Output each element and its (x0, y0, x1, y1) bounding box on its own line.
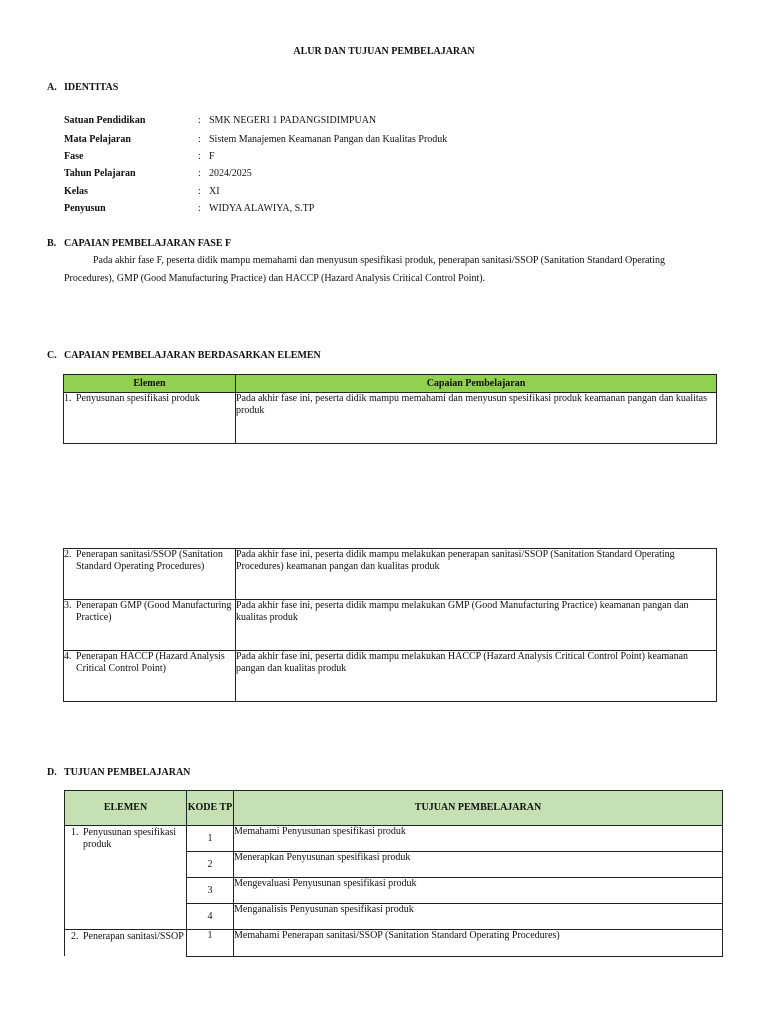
elemen-text: Penyusunan spesifikasi produk (76, 393, 200, 404)
elemen-cell (65, 930, 187, 957)
kode-tp-cell: 1 (187, 930, 234, 957)
section-a-title: IDENTITAS (64, 82, 119, 93)
row-number: 3. (64, 600, 72, 611)
section-b-paragraph (64, 252, 716, 288)
table-row (64, 651, 717, 702)
identity-row (64, 134, 584, 148)
identity-row (64, 186, 584, 200)
capaian-cell: Pada akhir fase ini, peserta didik mampu melakukan HACCP (Hazard Analysis Critical Control Point) keamanan pangan dan kualitas produk (236, 651, 717, 702)
row-number: 2. (64, 549, 72, 560)
table-row (65, 826, 723, 852)
identity-colon: : (198, 186, 201, 197)
row-number: 4. (64, 651, 72, 662)
tujuan-table (64, 790, 723, 957)
section-b-paragraph-text: Pada akhir fase F, peserta didik mampu memahami dan menyusun spesifikasi produk, penerapan sanitasi/SSOP (Sanitation Standard Operating Procedures), GMP (Good Manufacturing Practice) dan HACCP (Hazard Analysis Critical Control Point). (64, 255, 666, 284)
capaian-cell: Pada akhir fase ini, peserta didik mampu melakukan GMP (Good Manufacturing Practice) keamanan pangan dan kualitas produk (236, 600, 717, 651)
col-header-elemen: ELEMEN (65, 791, 187, 826)
elemen-text: Penyusunan spesifikasi produk (83, 827, 177, 850)
elemen-text: Penerapan sanitasi/SSOP (Sanitation Standard Operating Procedures) (76, 549, 223, 572)
identity-value: F (209, 151, 215, 162)
identity-value: 2024/2025 (209, 168, 252, 179)
capaian-table-page-2 (63, 548, 717, 702)
identity-label: Kelas (64, 186, 88, 197)
identity-label: Satuan Pendidikan (64, 115, 146, 126)
kode-tp-cell: 3 (187, 878, 234, 904)
capaian-cell: Pada akhir fase ini, peserta didik mampu memahami dan menyusun spesifikasi produk keamanan pangan dan kualitas produk (236, 393, 717, 444)
elemen-text: Penerapan sanitasi/SSOP (83, 931, 184, 942)
col-header-capaian: Capaian Pembelajaran (236, 375, 717, 393)
table-row (65, 930, 723, 957)
tujuan-cell: Memahami Penyusunan spesifikasi produk (234, 826, 723, 852)
identity-label: Mata Pelajaran (64, 134, 131, 145)
kode-tp-cell: 2 (187, 852, 234, 878)
capaian-table-header (64, 375, 717, 393)
identity-colon: : (198, 151, 201, 162)
identity-colon: : (198, 115, 201, 126)
row-number: 2. (71, 931, 79, 942)
tujuan-cell: Menerapkan Penyusunan spesifikasi produk (234, 852, 723, 878)
identity-colon: : (198, 134, 201, 145)
table-row (64, 393, 717, 444)
identity-row (64, 151, 584, 165)
elemen-cell (64, 600, 236, 651)
row-number: 1. (64, 393, 72, 404)
section-c-letter: C. (47, 350, 57, 361)
identity-value: XI (209, 186, 220, 197)
elemen-text: Penerapan HACCP (Hazard Analysis Critical Control Point) (76, 651, 225, 674)
identity-colon: : (198, 168, 201, 179)
tujuan-cell: Mengevaluasi Penyusunan spesifikasi produk (234, 878, 723, 904)
identity-row (64, 168, 584, 182)
identity-value: SMK NEGERI 1 PADANGSIDIMPUAN (209, 115, 377, 126)
section-b-title: CAPAIAN PEMBELAJARAN FASE F (64, 238, 232, 249)
elemen-cell (65, 826, 187, 930)
identity-value: Sistem Manajemen Keamanan Pangan dan Kualitas Produk (209, 134, 448, 145)
tujuan-cell: Memahami Penerapan sanitasi/SSOP (Sanitation Standard Operating Procedures) (234, 930, 723, 957)
identity-label: Tahun Pelajaran (64, 168, 136, 179)
identity-row (64, 203, 584, 217)
section-d-letter: D. (47, 767, 57, 778)
table-row (64, 600, 717, 651)
elemen-text: Penerapan GMP (Good Manufacturing Practice) (76, 600, 232, 623)
section-d-title: TUJUAN PEMBELAJARAN (64, 767, 191, 778)
section-c-title: CAPAIAN PEMBELAJARAN BERDASARKAN ELEMEN (64, 350, 321, 361)
tujuan-table-header (65, 791, 723, 826)
identity-label: Fase (64, 151, 84, 162)
identity-value: WIDYA ALAWIYA, S.TP (209, 203, 315, 214)
col-header-elemen: Elemen (64, 375, 236, 393)
section-b-letter: B. (47, 238, 57, 249)
elemen-cell (64, 393, 236, 444)
row-number: 1. (71, 827, 79, 838)
elemen-cell (64, 651, 236, 702)
kode-tp-cell: 4 (187, 904, 234, 930)
identity-row (64, 115, 584, 129)
elemen-cell (64, 549, 236, 600)
identity-label: Penyusun (64, 203, 106, 214)
col-header-kode-tp: KODE TP (187, 791, 234, 826)
kode-tp-cell: 1 (187, 826, 234, 852)
identity-colon: : (198, 203, 201, 214)
capaian-table-page-1 (63, 374, 717, 444)
col-header-tujuan: TUJUAN PEMBELAJARAN (234, 791, 723, 826)
capaian-cell: Pada akhir fase ini, peserta didik mampu melakukan penerapan sanitasi/SSOP (Sanitation Standard Operating Procedures) keamanan pangan dan kualitas produk (236, 549, 717, 600)
table-row (64, 549, 717, 600)
section-a-letter: A. (47, 82, 57, 93)
document-title: ALUR DAN TUJUAN PEMBELAJARAN (293, 46, 475, 57)
tujuan-cell: Menganalisis Penyusunan spesifikasi produk (234, 904, 723, 930)
